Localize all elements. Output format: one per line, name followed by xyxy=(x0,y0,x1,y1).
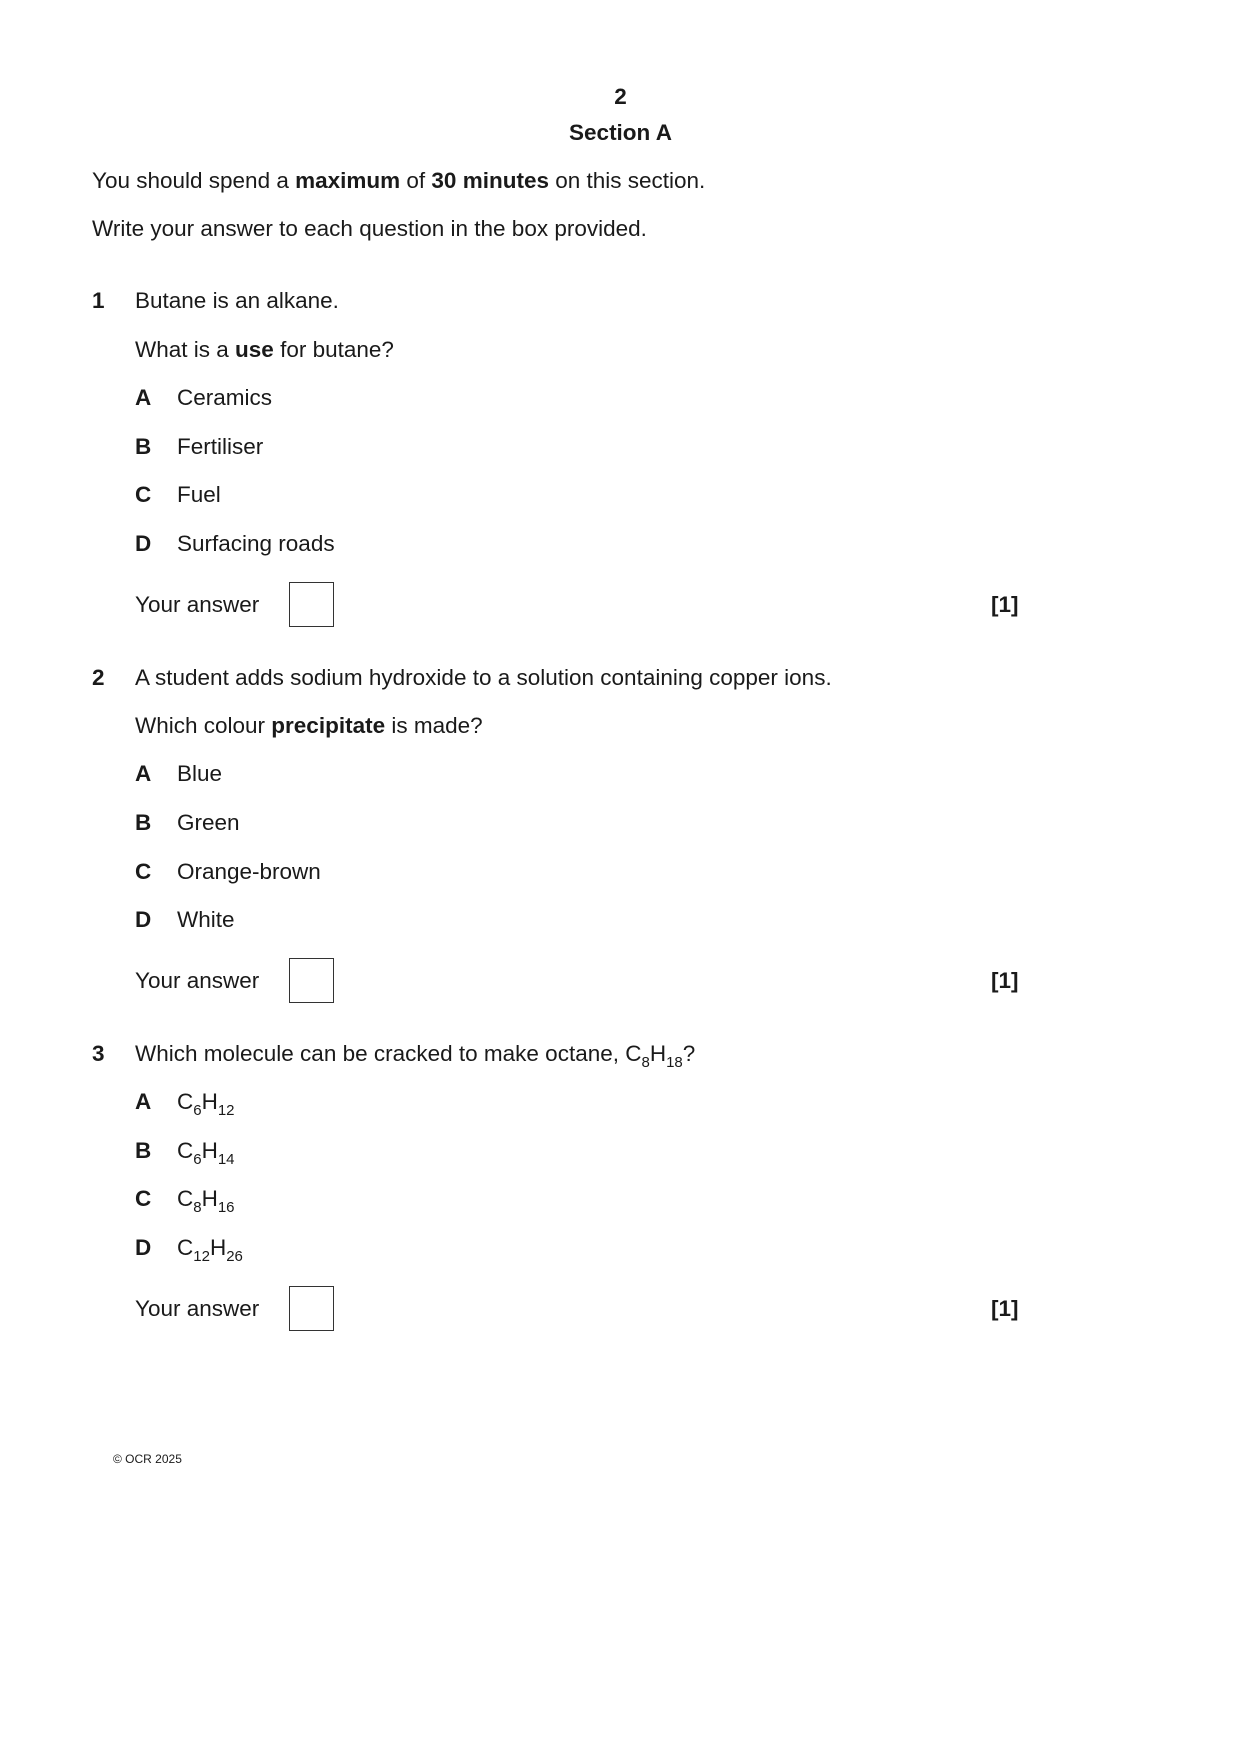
answer-box[interactable] xyxy=(289,958,334,1003)
question-prompt xyxy=(135,715,483,738)
option-letter: B xyxy=(135,1138,152,1163)
formula-subscript: 16 xyxy=(217,1199,235,1216)
question-number: 2 xyxy=(92,665,105,690)
question-number: 1 xyxy=(92,288,105,313)
formula-element: C xyxy=(625,1041,642,1066)
prompt-emphasis: precipitate xyxy=(271,713,386,738)
question-number: 3 xyxy=(92,1041,105,1066)
option-letter: D xyxy=(135,1235,152,1260)
formula-subscript: 12 xyxy=(217,1102,235,1119)
answer-box[interactable] xyxy=(289,582,334,627)
option-letter: A xyxy=(135,1089,152,1114)
option-formula xyxy=(177,1138,235,1168)
marks: [1] xyxy=(991,592,1019,617)
option-formula xyxy=(177,1235,243,1265)
option-letter: A xyxy=(135,385,152,410)
formula-subscript: 18 xyxy=(666,1054,683,1071)
option-text: Fertiliser xyxy=(177,434,264,459)
question-stem: A student adds sodium hydroxide to a solution containing copper ions. xyxy=(135,665,832,690)
intro-text: on this section. xyxy=(548,168,706,193)
option-text: Ceramics xyxy=(177,385,273,410)
prompt-text: Which colour xyxy=(135,713,272,738)
marks: [1] xyxy=(991,1296,1019,1321)
answer-label: Your answer xyxy=(135,592,260,617)
option-text: White xyxy=(177,907,235,932)
option-letter: C xyxy=(135,482,152,507)
option-text: Green xyxy=(177,810,240,835)
option-letter: C xyxy=(135,859,152,884)
option-formula xyxy=(177,1186,235,1216)
intro-time-instruction xyxy=(92,170,705,193)
option-letter: A xyxy=(135,761,152,786)
page-number: 2 xyxy=(614,84,627,109)
intro-emphasis: 30 minutes xyxy=(431,168,549,193)
question-stem: Butane is an alkane. xyxy=(135,288,339,313)
section-title: Section A xyxy=(569,120,672,145)
copyright-footer: © OCR 2025 xyxy=(113,1452,182,1466)
formula-element: H xyxy=(201,1089,218,1114)
formula-subscript: 6 xyxy=(193,1151,202,1168)
formula-subscript: 8 xyxy=(641,1054,650,1071)
formula-element: C xyxy=(177,1186,194,1211)
intro-answer-instruction: Write your answer to each question in the box provided. xyxy=(92,216,647,241)
option-letter: D xyxy=(135,907,152,932)
prompt-text: is made? xyxy=(385,713,483,738)
option-text: Blue xyxy=(177,761,223,786)
formula-subscript: 8 xyxy=(193,1199,202,1216)
option-letter: C xyxy=(135,1186,152,1211)
option-letter: D xyxy=(135,531,152,556)
answer-box[interactable] xyxy=(289,1286,334,1331)
formula-element: H xyxy=(201,1186,218,1211)
formula-element: H xyxy=(209,1235,227,1260)
intro-text: You should spend a xyxy=(92,168,296,193)
formula-subscript: 6 xyxy=(193,1102,202,1119)
stem-text: Which molecule can be cracked to make octane, xyxy=(135,1041,626,1066)
marks: [1] xyxy=(991,968,1019,993)
question-stem xyxy=(135,1041,696,1071)
option-text: Orange-brown xyxy=(177,859,321,884)
option-text: Fuel xyxy=(177,482,221,507)
formula-element: C xyxy=(177,1235,194,1260)
formula-element: H xyxy=(201,1138,218,1163)
option-letter: B xyxy=(135,810,152,835)
answer-label: Your answer xyxy=(135,1296,260,1321)
prompt-text: for butane? xyxy=(273,337,394,362)
question-prompt xyxy=(135,339,394,362)
option-formula xyxy=(177,1089,235,1119)
prompt-emphasis: use xyxy=(235,337,274,362)
formula-subscript: 12 xyxy=(193,1248,210,1265)
stem-text: ? xyxy=(682,1041,696,1066)
formula-subscript: 26 xyxy=(226,1248,243,1265)
formula-element: C xyxy=(177,1089,194,1114)
answer-label: Your answer xyxy=(135,968,260,993)
formula-element: H xyxy=(649,1041,667,1066)
option-letter: B xyxy=(135,434,152,459)
option-text: Surfacing roads xyxy=(177,531,335,556)
prompt-text: What is a xyxy=(135,337,236,362)
intro-text: of xyxy=(400,168,432,193)
formula-element: C xyxy=(177,1138,194,1163)
intro-emphasis: maximum xyxy=(295,168,401,193)
formula-subscript: 14 xyxy=(217,1151,235,1168)
